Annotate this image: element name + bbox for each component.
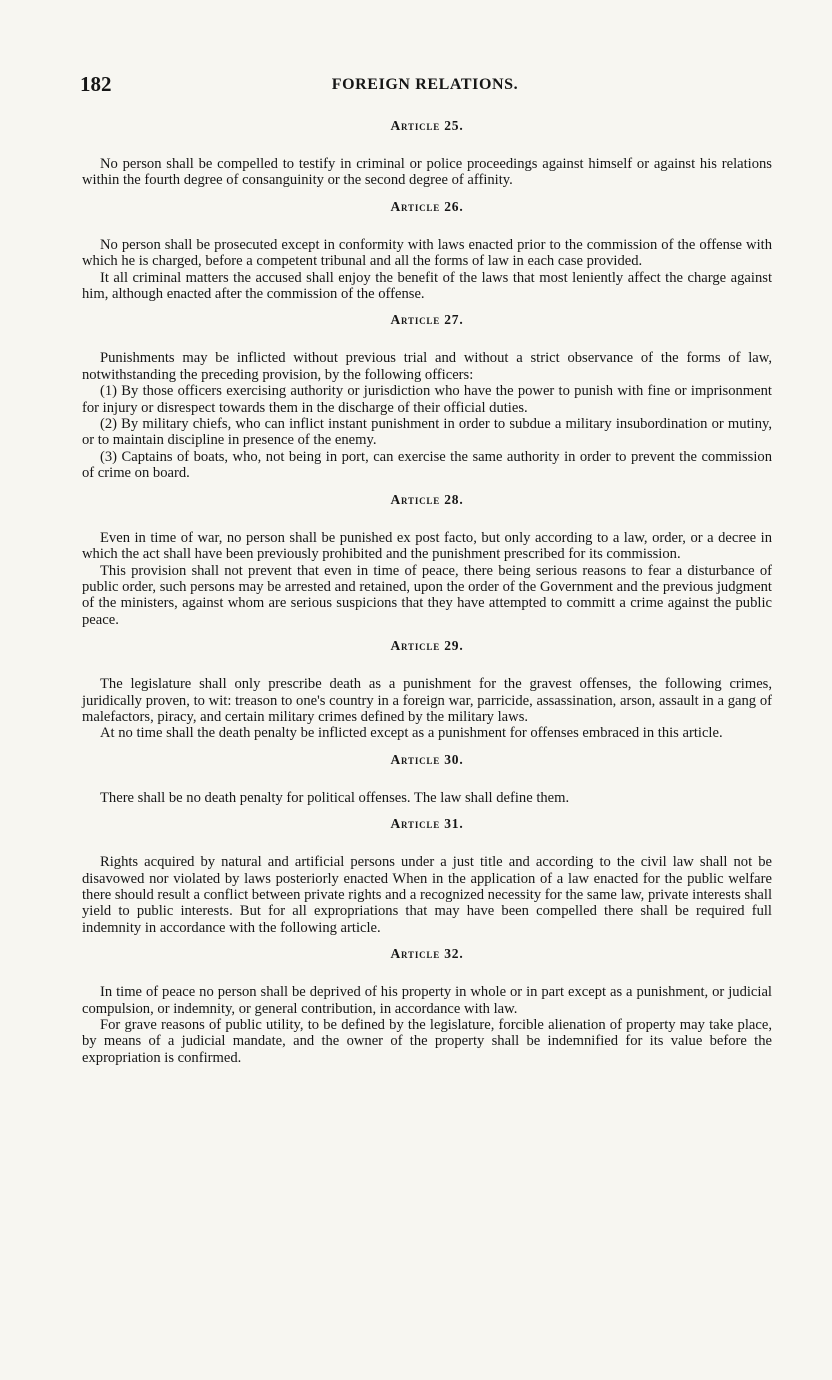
document-body bbox=[82, 118, 772, 1076]
running-head: FOREIGN RELATIONS. bbox=[331, 76, 519, 93]
article-paragraph: It all criminal matters the accused shall enjoy the benefit of the laws that most leniently affect the charge against him, although enacted after the commission of the offense. bbox=[82, 269, 772, 303]
article-heading: Article 27. bbox=[390, 312, 464, 328]
article-paragraph: (3) Captains of boats, who, not being in port, can exercise the same authority in order to prevent the commission of crime on board. bbox=[82, 448, 772, 482]
article-heading: Article 29. bbox=[390, 638, 464, 654]
article-heading: Article 32. bbox=[390, 946, 464, 962]
article-heading: Article 26. bbox=[390, 198, 464, 214]
article-30 bbox=[82, 752, 772, 806]
article-heading: Article 30. bbox=[390, 751, 464, 767]
article-paragraph: (1) By those officers exercising authority or jurisdiction who have the power to punish with fine or imprisonment for injury or disrespect towards them in the discharge of their official duties. bbox=[82, 383, 772, 416]
article-31 bbox=[82, 816, 772, 936]
article-paragraph: No person shall be compelled to testify in criminal or police proceedings against himself or against his relations within the fourth degree of consanguinity or the second degree of affinity. bbox=[82, 156, 772, 189]
article-heading: Article 28. bbox=[390, 491, 464, 507]
article-paragraph: At no time shall the death penalty be inflicted except as a punishment for offenses embraced in this article. bbox=[100, 725, 723, 742]
article-paragraph: There shall be no death penalty for political offenses. The law shall define them. bbox=[100, 789, 570, 806]
article-29 bbox=[82, 638, 772, 742]
page-number: 182 bbox=[80, 72, 112, 96]
article-32 bbox=[82, 946, 772, 1066]
article-heading: Article 31. bbox=[390, 816, 464, 832]
article-28 bbox=[82, 492, 772, 628]
article-paragraph: In time of peace no person shall be deprived of his property in whole or in part except as a punishment, or judicial compulsion, or indemnity, or general contribution, in accordance with law. bbox=[82, 984, 772, 1017]
page-header bbox=[80, 72, 770, 102]
article-paragraph: The legislature shall only prescribe death as a punishment for the gravest offenses, the following crimes, juridically proven, to wit: treason to one's country in a foreign war, parricide, assassination, arson, assault in a gang of malefactors, piracy, and certain military crimes defined by the military laws. bbox=[82, 676, 772, 725]
article-27 bbox=[82, 312, 772, 481]
article-paragraph: Rights acquired by natural and artificial persons under a just title and according to the civil law shall not be disavowed nor violated by laws posteriorly enacted When in the application of a law enacted for the public welfare there should result a conflict between private rights and a recognized necessity for the same law, private interests shall yield to public interests. But for all expropriations that may have been compelled there shall be required full indemnity in accordance with the following article. bbox=[82, 854, 772, 936]
article-paragraph: No person shall be prosecuted except in conformity with laws enacted prior to the commission of the offense with which he is charged, before a competent tribunal and all the forms of law in each case provided. bbox=[82, 236, 772, 270]
article-paragraph: Punishments may be inflicted without previous trial and without a strict observance of the forms of law, notwithstanding the preceding provision, by the following officers: bbox=[82, 350, 772, 383]
article-26 bbox=[82, 199, 772, 303]
article-heading: Article 25. bbox=[390, 118, 464, 133]
article-paragraph: (2) By military chiefs, who can inflict instant punishment in order to subdue a military insubordination or mutiny, or to maintain discipline in presence of the enemy. bbox=[82, 416, 772, 449]
article-paragraph: This provision shall not prevent that even in time of peace, there being serious reasons to fear a disturbance of public order, such persons may be arrested and retained, upon the order of the Government and the previous judgment of the ministers, against whom are serious suspicions that they have attempted to committ a crime against the public peace. bbox=[82, 562, 772, 628]
article-25 bbox=[82, 118, 772, 189]
article-paragraph: For grave reasons of public utility, to be defined by the legislature, forcible alienation of property may take place, by means of a judicial mandate, and the owner of the property shall be indemnified for its value before the expropriation is confirmed. bbox=[82, 1017, 772, 1066]
article-paragraph: Even in time of war, no person shall be punished ex post facto, but only according to a law, order, or a decree in which the act shall have been previously prohibited and the punishment prescribed for its commission. bbox=[82, 529, 772, 563]
